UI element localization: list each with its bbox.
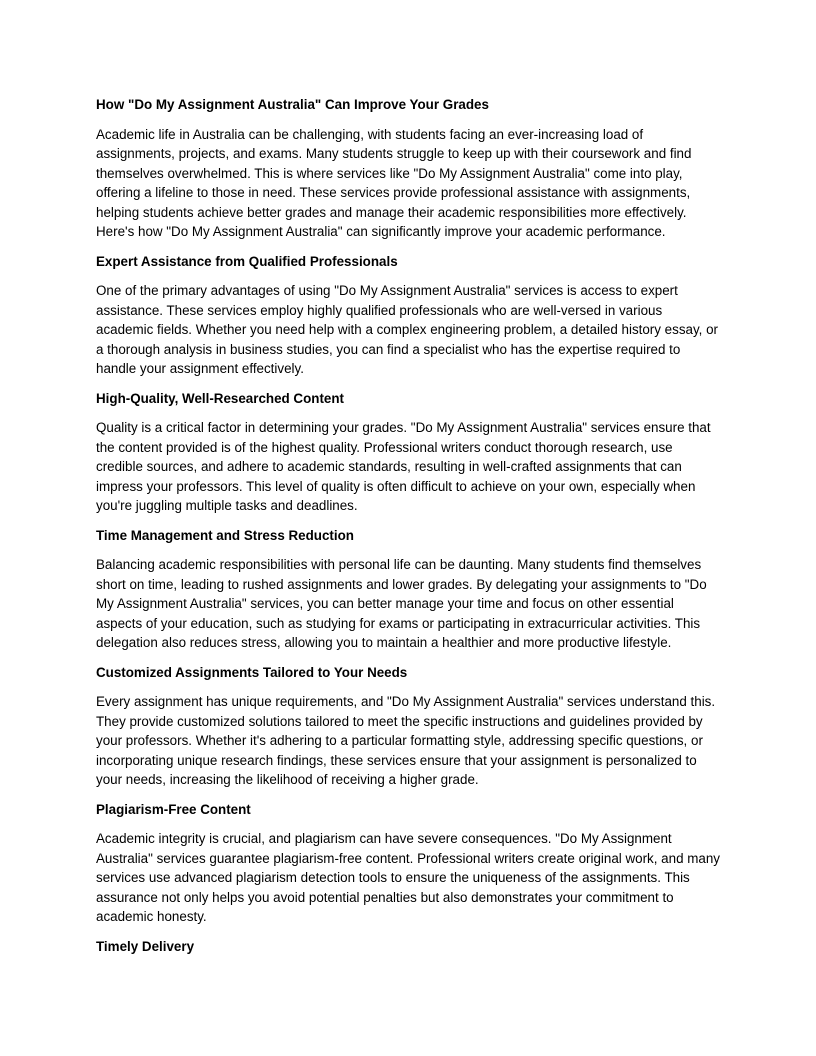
section-heading-timely-delivery: Timely Delivery	[96, 938, 195, 954]
intro-paragraph: Academic life in Australia can be challenging, with students facing an ever-increasing load of assignments, projects, and exams. Many students struggle to keep up with their coursework and find themselves overwhelmed. This is where services like "Do My Assignment Australia" come into play, offering a lifeline to those in need. These services provide professional assistance with assignments, helping students achieve better grades and manage their academic responsibilities more effectively. Here's how "Do My Assignment Australia" can significantly improve your academic performance.	[96, 126, 692, 239]
section-heading-plagiarism-free: Plagiarism-Free Content	[96, 801, 251, 817]
section-heading-high-quality: High-Quality, Well-Researched Content	[96, 390, 345, 406]
section-heading-expert-assistance: Expert Assistance from Qualified Professionals	[96, 253, 398, 269]
section-body-high-quality: Quality is a critical factor in determining your grades. "Do My Assignment Australia" services ensure that the content provided is of the highest quality. Professional writers conduct thorough research, use credible sources, and adhere to academic standards, resulting in well-crafted assignments that can impress your professors. This level of quality is often difficult to achieve on your own, especially when you're juggling multiple tasks and deadlines.	[96, 420, 711, 513]
section-body-plagiarism-free: Academic integrity is crucial, and plagiarism can have severe consequences. "Do My Assignment Australia" services guarantee plagiarism-free content. Professional writers create original work, and many services use advanced plagiarism detection tools to ensure the uniqueness of the assignments. This assurance not only helps you avoid potential penalties but also demonstrates your commitment to academic honesty.	[96, 831, 720, 924]
section-heading-time-management: Time Management and Stress Reduction	[96, 527, 354, 543]
section-body-customized: Every assignment has unique requirements, and "Do My Assignment Australia" services understand this. They provide customized solutions tailored to meet the specific instructions and guidelines provided by your professors. Whether it's adhering to a particular formatting style, addressing specific questions, or incorporating unique research findings, these services ensure that your assignment is personalized to your needs, increasing the likelihood of receiving a higher grade.	[96, 694, 716, 787]
section-body-time-management: Balancing academic responsibilities with personal life can be daunting. Many students find themselves short on time, leading to rushed assignments and lower grades. By delegating your assignments to "Do My Assignment Australia" services, you can better manage your time and focus on other essential aspects of your education, such as studying for exams or participating in extracurricular activities. This delegation also reduces stress, allowing you to maintain a healthier and more productive lifestyle.	[96, 557, 707, 650]
document-page	[96, 95, 722, 966]
section-heading-customized: Customized Assignments Tailored to Your Needs	[96, 664, 408, 680]
section-body-expert-assistance: One of the primary advantages of using "Do My Assignment Australia" services is access to expert assistance. These services employ highly qualified professionals who are well-versed in various academic fields. Whether you need help with a complex engineering problem, a detailed history essay, or a thorough analysis in business studies, you can find a specialist who has the expertise required to handle your assignment effectively.	[96, 283, 719, 376]
document-title: How "Do My Assignment Australia" Can Improve Your Grades	[96, 97, 489, 112]
